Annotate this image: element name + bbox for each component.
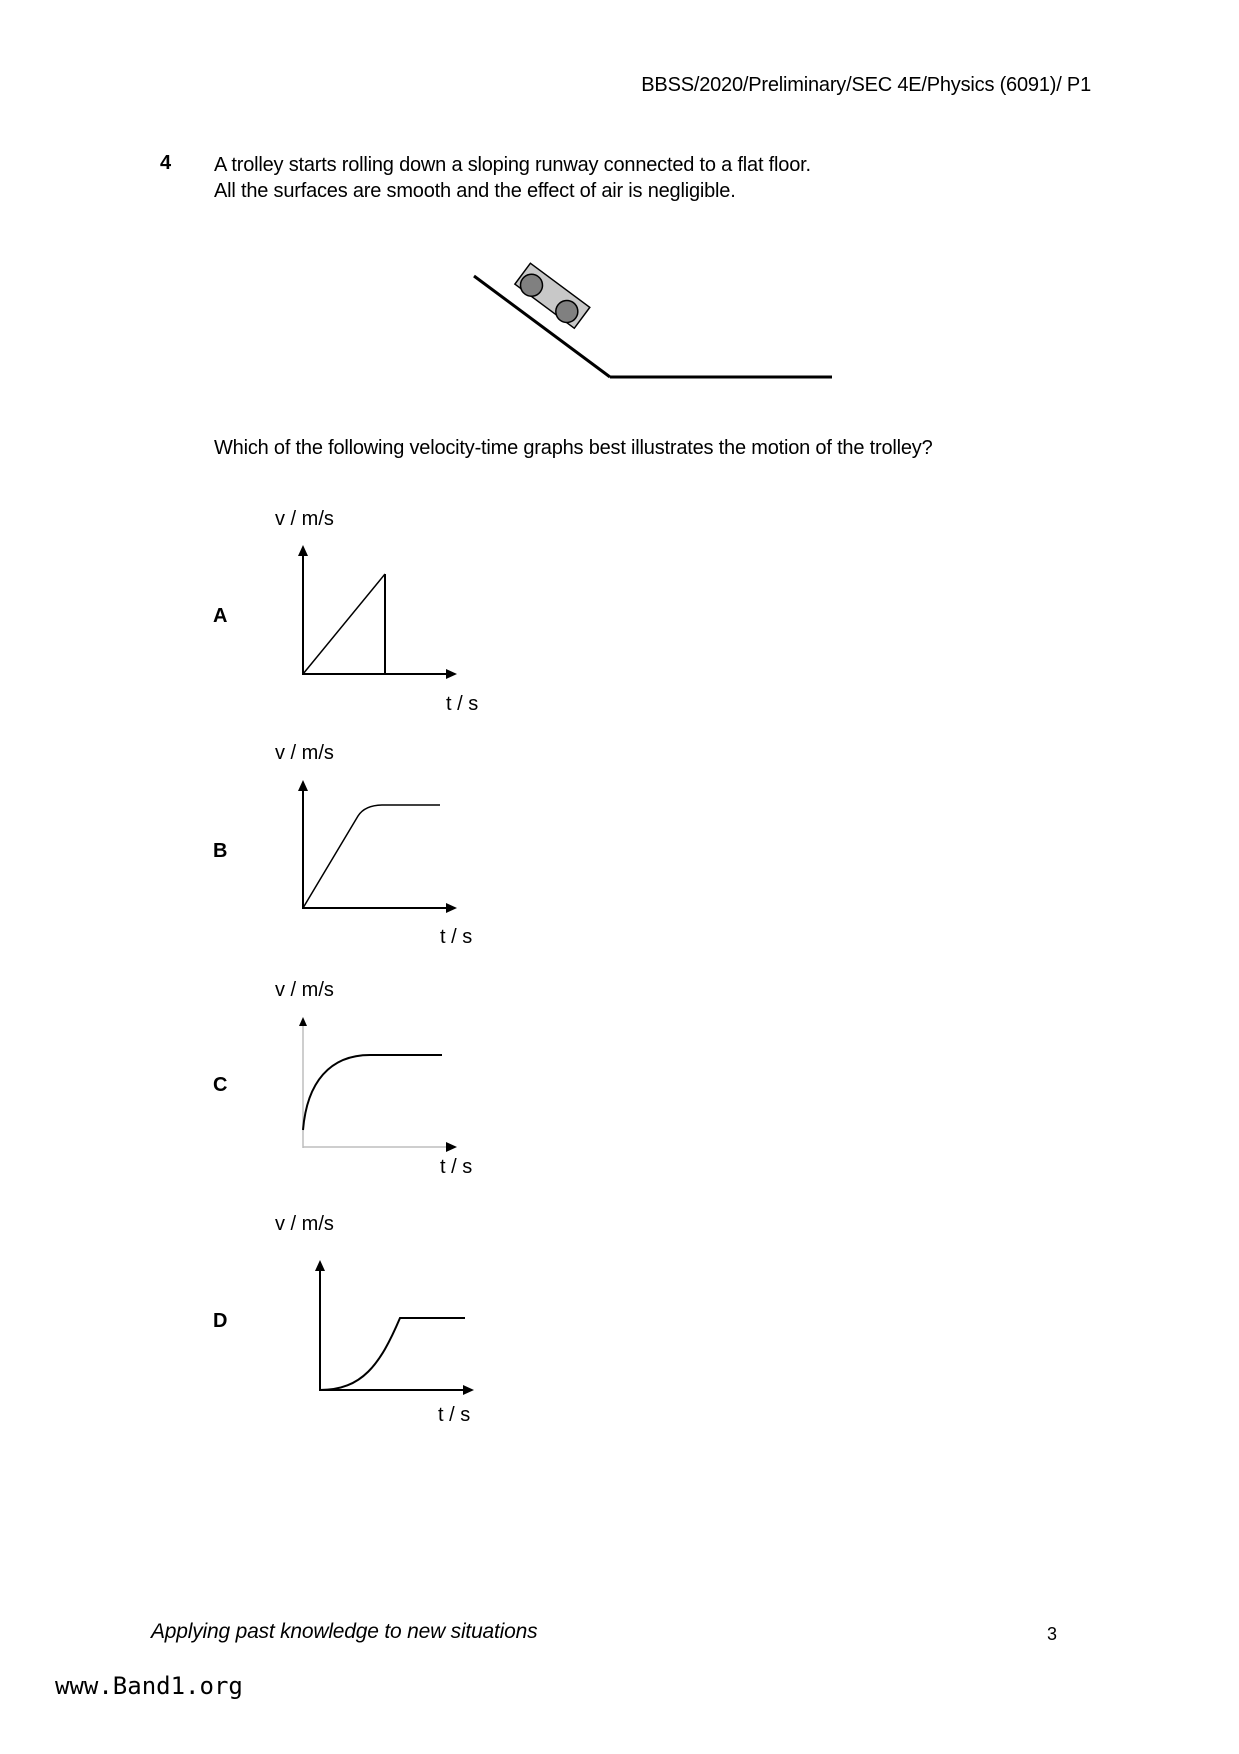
option-d-ylabel: v / m/s bbox=[275, 1213, 334, 1235]
option-a-t-arrow bbox=[446, 669, 457, 679]
option-b-curve bbox=[303, 805, 440, 908]
page-number: 3 bbox=[1047, 1624, 1058, 1644]
option-c-xlabel: t / s bbox=[440, 1156, 473, 1178]
option-a-v-arrow bbox=[298, 545, 308, 556]
option-b-t-arrow bbox=[446, 903, 457, 913]
question-line-1: A trolley starts rolling down a sloping runway connected to a flat floor. bbox=[214, 154, 811, 176]
option-d-xlabel: t / s bbox=[438, 1404, 471, 1426]
option-b-v-arrow bbox=[298, 780, 308, 791]
option-c-graph bbox=[285, 1012, 465, 1160]
option-b-letter: B bbox=[213, 840, 228, 862]
option-c-curve bbox=[303, 1055, 442, 1130]
option-c-ylabel: v / m/s bbox=[275, 979, 334, 1001]
trolley-slope-diagram bbox=[470, 255, 840, 390]
question-number: 4 bbox=[160, 152, 172, 174]
option-c-t-arrow bbox=[446, 1142, 457, 1152]
header-code: BBSS/2020/Preliminary/SEC 4E/Physics (6091)/ P1 bbox=[641, 74, 1091, 96]
option-d-curve bbox=[320, 1318, 465, 1390]
footer-text: Applying past knowledge to new situations bbox=[151, 1620, 538, 1643]
trolley bbox=[514, 263, 590, 330]
trolley-body bbox=[515, 263, 590, 328]
option-a-graph bbox=[285, 540, 465, 685]
watermark: www.Band1.org bbox=[55, 1672, 243, 1700]
option-a-curve-rise bbox=[303, 574, 385, 674]
option-c-letter: C bbox=[213, 1074, 228, 1096]
option-d-v-arrow bbox=[315, 1260, 325, 1271]
question-line-2: All the surfaces are smooth and the effect of air is negligible. bbox=[214, 180, 736, 202]
question-prompt: Which of the following velocity-time graphs best illustrates the motion of the trolley? bbox=[214, 437, 933, 459]
option-a-letter: A bbox=[213, 605, 228, 627]
option-b-ylabel: v / m/s bbox=[275, 742, 334, 764]
option-a-ylabel: v / m/s bbox=[275, 508, 334, 530]
question-text bbox=[214, 152, 811, 204]
option-d-t-arrow bbox=[463, 1385, 474, 1395]
option-d-letter: D bbox=[213, 1310, 228, 1332]
option-b-xlabel: t / s bbox=[440, 926, 473, 948]
option-d-graph bbox=[302, 1255, 482, 1400]
option-c-v-arrow bbox=[299, 1017, 307, 1026]
option-b-graph bbox=[285, 775, 465, 920]
option-a-xlabel: t / s bbox=[446, 693, 479, 715]
